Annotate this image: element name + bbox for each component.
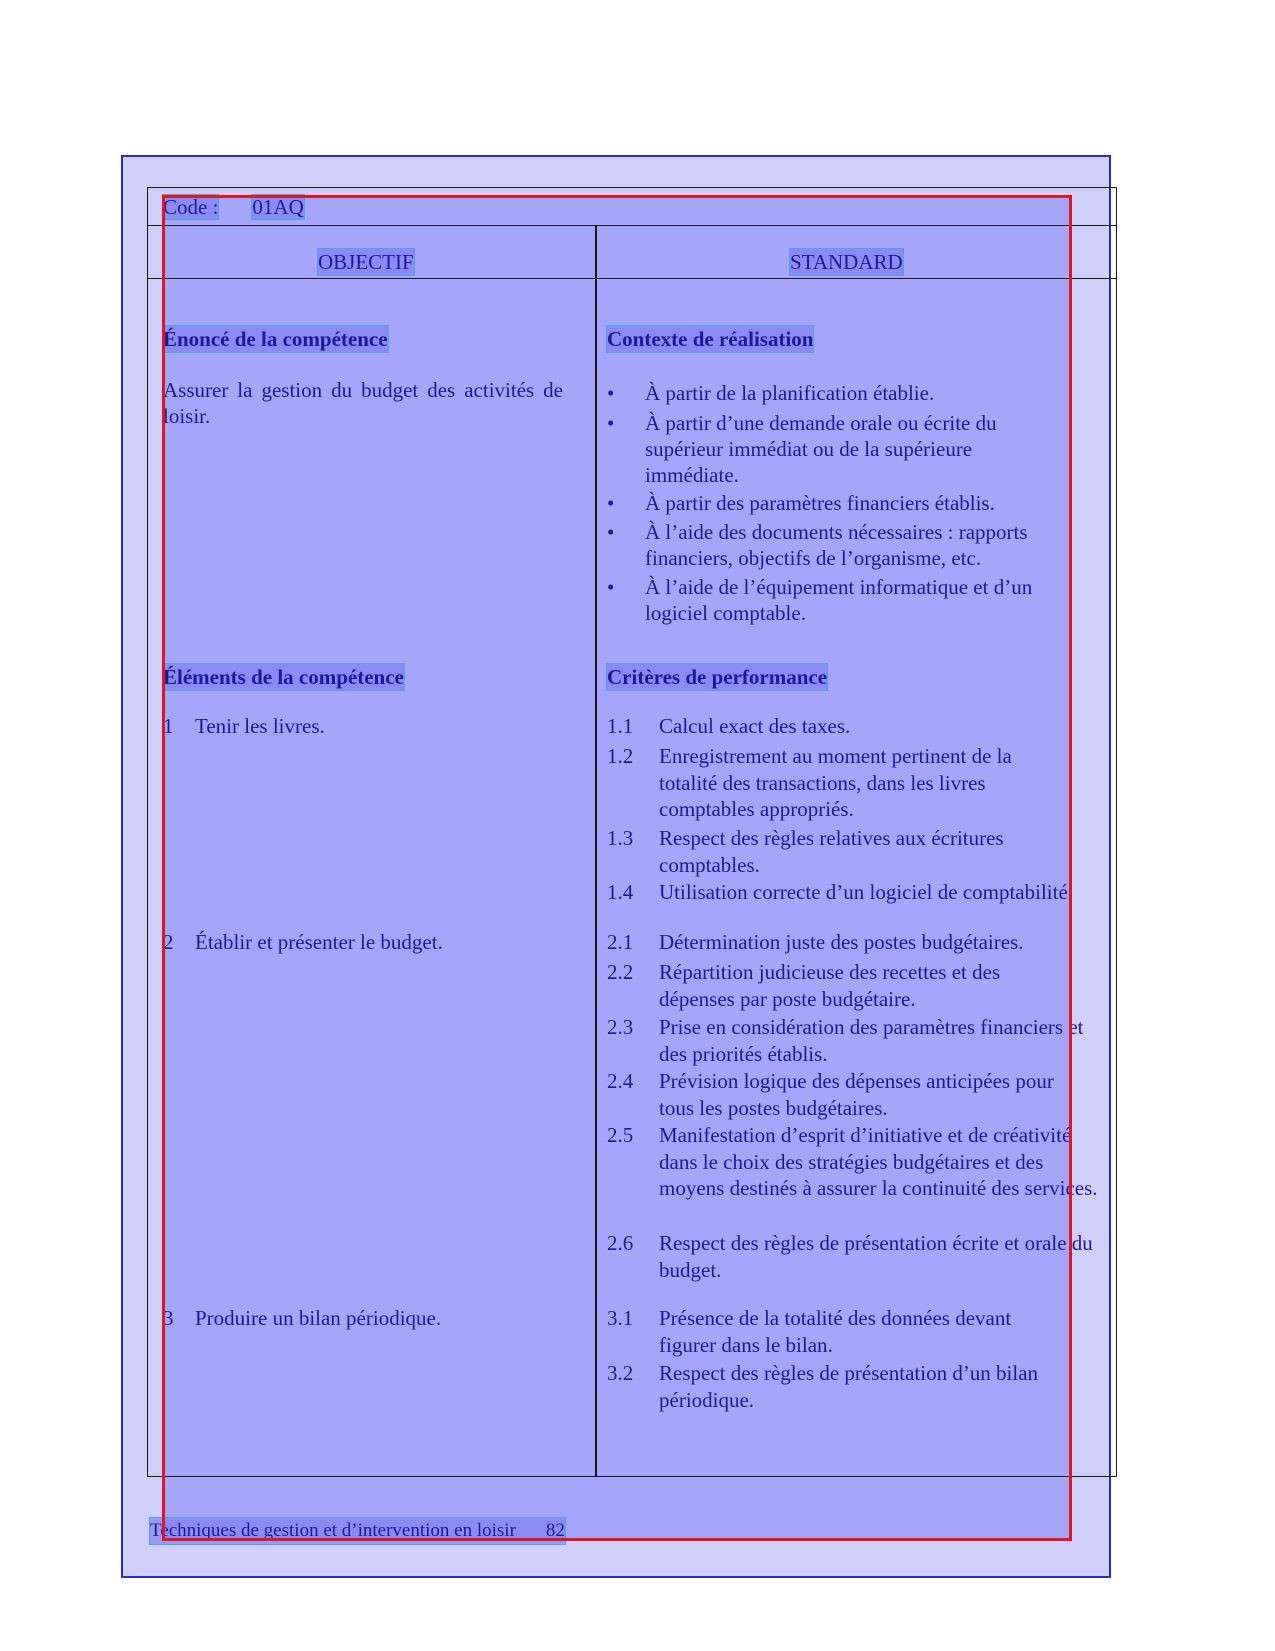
code-value: 01AQ xyxy=(252,195,304,219)
element-item: 1 Tenir les livres. xyxy=(163,714,325,738)
bullet-icon: • xyxy=(607,411,615,435)
table-divider xyxy=(147,278,1117,279)
code-row xyxy=(163,194,304,220)
page-footer xyxy=(150,1518,565,1544)
element-item: 3 Produire un bilan périodique. xyxy=(163,1306,442,1330)
contexte-title: Contexte de réalisation xyxy=(607,327,814,351)
code-label: Code : xyxy=(163,195,219,219)
column-divider xyxy=(595,225,597,1477)
bullet-icon: • xyxy=(607,575,615,599)
table-divider xyxy=(147,225,1117,226)
enonce-text: Assurer la gestion du budget des activités de loisir. xyxy=(163,378,563,428)
objectif-header: OBJECTIF xyxy=(318,250,414,274)
footer-program: Techniques de gestion et d’intervention en loisir xyxy=(150,1520,516,1541)
element-item: 2 Établir et présenter le budget. xyxy=(163,930,443,954)
standard-header: STANDARD xyxy=(790,250,903,274)
bullet-icon: • xyxy=(607,381,615,405)
page-number: 82 xyxy=(545,1520,565,1541)
elements-title: Éléments de la compétence xyxy=(163,665,404,689)
enonce-title: Énoncé de la compétence xyxy=(163,327,388,351)
bullet-icon: • xyxy=(607,520,615,544)
bullet-icon: • xyxy=(607,491,615,515)
criteres-title: Critères de performance xyxy=(607,665,828,689)
